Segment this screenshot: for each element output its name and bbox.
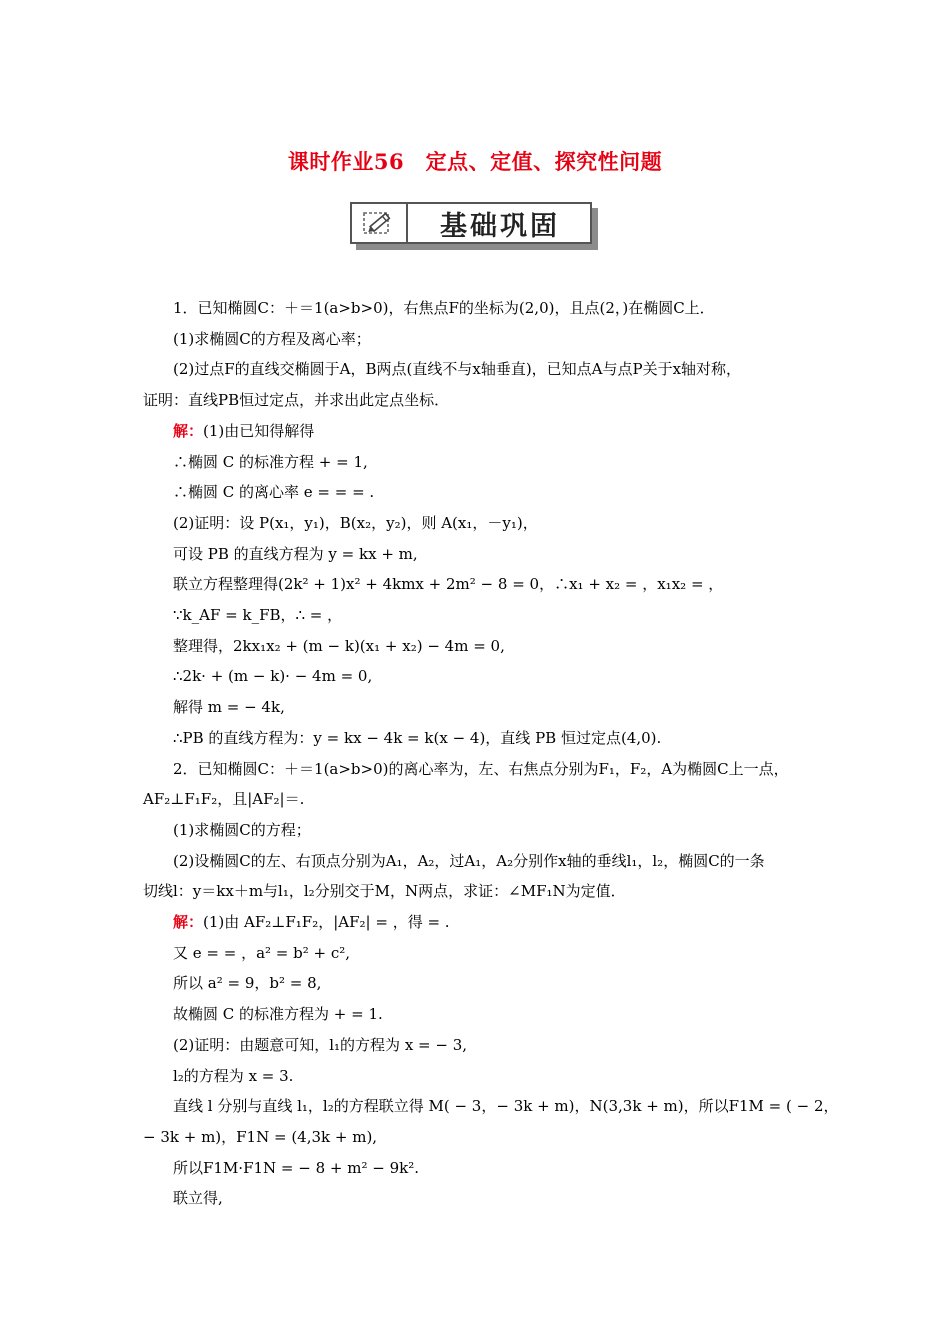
text-line: [143, 1091, 839, 1122]
document-body: [143, 293, 839, 1214]
text-line: [143, 385, 813, 416]
line-text: 联立得,: [173, 1189, 223, 1208]
line-text: ∴2k· + (m − k)· − 4m = 0,: [173, 667, 373, 686]
text-line: [143, 1153, 813, 1184]
line-text: (2)证明：设 P(x₁，y₁)，B(x₂，y₂)，则 A(x₁，－y₁)，: [173, 513, 538, 532]
text-line: [143, 723, 813, 754]
text-line: [143, 754, 813, 785]
line-text: 切线l：y＝kx＋m与l₁，l₂分别交于M，N两点，求证：∠MF₁N为定值．: [143, 882, 626, 901]
line-text: ∴椭圆 C 的标准方程 + = 1,: [173, 452, 368, 471]
text-line: [143, 631, 813, 662]
line-text: l₂的方程为 x = 3.: [173, 1066, 294, 1085]
line-text: 证明：直线PB恒过定点，并求出此定点坐标．: [143, 391, 450, 410]
text-line: [143, 477, 813, 508]
line-text: 所以 a² = 9，b² = 8,: [173, 974, 322, 993]
text-line: [143, 815, 813, 846]
text-line: [143, 876, 813, 907]
line-text: 整理得，2kx₁x₂ + (m − k)(x₁ + x₂) − 4m = 0,: [173, 636, 505, 655]
text-line: [143, 1183, 813, 1214]
line-text: (2)证明：由题意可知，l₁的方程为 x = − 3,: [173, 1035, 468, 1054]
line-text: AF₂⊥F₁F₂，且|AF₂|＝.: [143, 790, 305, 809]
line-text: 2．已知椭圆C：＋＝1(a>b>0)的离心率为，左、右焦点分别为F₁，F₂，A为椭圆C上一点，: [173, 759, 789, 778]
line-text: 可设 PB 的直线方程为 y = kx + m,: [173, 544, 418, 563]
text-line: [143, 784, 813, 815]
line-text: 1．已知椭圆C：＋＝1(a>b>0)，右焦点F的坐标为(2,0)，且点(2，)在椭圆C上．: [173, 299, 715, 317]
text-line: [143, 324, 813, 355]
line-text: 故椭圆 C 的标准方程为 + = 1.: [173, 1005, 383, 1024]
solution-line: [143, 416, 813, 447]
line-text: ∵k_AF = k_FB，∴ = ，: [173, 606, 343, 625]
line-text: − 3k + m)，F1N = (4,3k + m),: [143, 1127, 378, 1146]
solution-label: 解：: [173, 913, 204, 932]
text-line: [143, 846, 813, 877]
text-line: [143, 999, 813, 1030]
page-title: 课时作业56 定点、定值、探究性问题: [287, 149, 663, 174]
line-text: (2)过点F的直线交椭圆于A，B两点(直线不与x轴垂直)，已知点A与点P关于x轴对称，: [173, 360, 742, 379]
text-line: [143, 692, 813, 723]
pencil-icon: [352, 204, 408, 242]
text-line: [143, 661, 813, 692]
text-line: [143, 938, 813, 969]
line-text: (1)求椭圆C的方程及离心率；: [173, 329, 371, 348]
line-text: 所以F1M·F1N = − 8 + m² − 9k².: [173, 1158, 419, 1177]
solution-label: 解：: [173, 421, 204, 440]
banner-label: 基础巩固: [440, 210, 560, 242]
text-line: [143, 354, 813, 385]
line-text: 解得 m = − 4k,: [173, 698, 285, 717]
text-line: [143, 539, 813, 570]
banner-box: [350, 202, 592, 244]
line-text: (1)求椭圆C的方程；: [173, 820, 311, 839]
section-banner: [350, 202, 598, 250]
text-line: [143, 293, 813, 324]
line-text: 直线 l 分别与直线 l₁，l₂的方程联立得 M( − 3，− 3k + m)，N(3,3k + m)，所以F1M = ( − 2，: [173, 1097, 839, 1116]
text-line: [143, 569, 813, 600]
solution-line: [143, 907, 813, 938]
line-text: 联立方程整理得(2k² + 1)x² + 4kmx + 2m² − 8 = 0，∴x₁ + x₂ = ，x₁x₂ = ，: [173, 575, 724, 594]
line-text: ∴椭圆 C 的离心率 e = = = .: [173, 483, 375, 502]
text-line: [143, 1061, 813, 1092]
line-text: ∴PB 的直线方程为：y = kx − 4k = k(x − 4)，直线 PB 恒过定点(4,0).: [173, 728, 662, 747]
text-line: [143, 968, 813, 999]
text-line: [143, 447, 813, 478]
text-line: [143, 600, 813, 631]
line-text: 又 e = = ，a² = b² + c²,: [173, 943, 351, 962]
text-line: [143, 508, 813, 539]
text-line: [143, 1030, 813, 1061]
line-text: (1)由已知得解得: [203, 421, 315, 440]
line-text: (1)由 AF₂⊥F₁F₂，|AF₂| = ，得 = .: [203, 913, 450, 932]
line-text: (2)设椭圆C的左、右顶点分别为A₁，A₂，过A₁，A₂分别作x轴的垂线l₁，l₂，椭圆C的一条: [173, 851, 765, 870]
text-line: [143, 1122, 813, 1153]
